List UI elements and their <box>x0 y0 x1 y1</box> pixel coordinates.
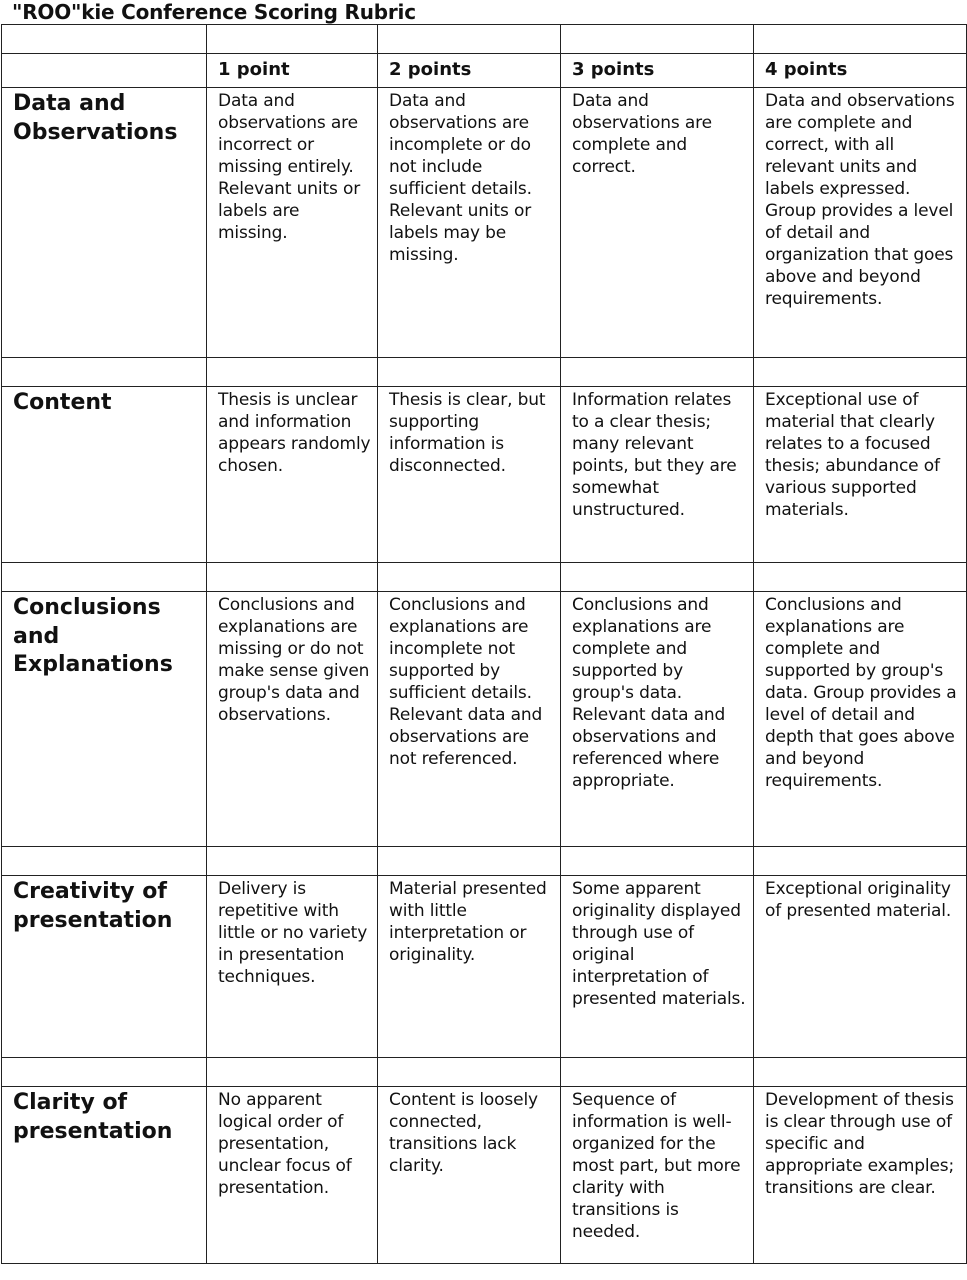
empty-cell <box>207 563 378 592</box>
empty-cell <box>754 1058 967 1087</box>
level-cell <box>378 592 561 847</box>
level-cell <box>378 1087 561 1264</box>
level-4-description: Data and observations are complete and correct, with all relevant units and labels expressed. Group provides a level of detail and organization that goes above and beyond requirements. <box>765 91 955 309</box>
criterion-label: Creativity of presentation <box>13 879 173 933</box>
level-cell <box>207 876 378 1058</box>
level-cell <box>561 1087 754 1264</box>
empty-cell <box>378 25 561 54</box>
spacer-row <box>2 563 967 592</box>
level-cell <box>378 88 561 358</box>
spacer-row <box>2 358 967 387</box>
empty-cell <box>754 563 967 592</box>
level-3-description: Information relates to a clear thesis; many relevant points, but they are somewhat unstructured. <box>572 390 737 520</box>
level-cell <box>207 592 378 847</box>
header-cell <box>207 54 378 88</box>
table-row <box>2 387 967 563</box>
header-row <box>2 54 967 88</box>
empty-cell <box>207 25 378 54</box>
rubric-table <box>1 24 967 1264</box>
criterion-label: Data and Observations <box>13 91 178 145</box>
level-cell <box>561 387 754 563</box>
spacer-row <box>2 847 967 876</box>
level-1-description: No apparent logical order of presentation, unclear focus of presentation. <box>218 1090 352 1198</box>
spacer-row <box>2 25 967 54</box>
empty-cell <box>754 358 967 387</box>
level-cell <box>754 88 967 358</box>
header-corner-cell <box>2 54 207 88</box>
level-cell <box>754 876 967 1058</box>
empty-cell <box>754 25 967 54</box>
header-cell <box>561 54 754 88</box>
level-2-description: Conclusions and explanations are incomplete not supported by sufficient details. Relevant data and observations are not referenced. <box>389 595 543 769</box>
empty-cell <box>2 1058 207 1087</box>
level-3-description: Some apparent originality displayed through use of original interpretation of presented materials. <box>572 879 746 1009</box>
level-3-description: Conclusions and explanations are complete and supported by group's data. Relevant data and observations and referenced where appropriate. <box>572 595 726 791</box>
level-1-description: Data and observations are incorrect or missing entirely. Relevant units or labels are missing. <box>218 91 361 243</box>
empty-cell <box>561 847 754 876</box>
criterion-cell <box>2 88 207 358</box>
empty-cell <box>2 847 207 876</box>
empty-cell <box>561 358 754 387</box>
level-3-description: Data and observations are complete and correct. <box>572 91 712 177</box>
level-4-description: Exceptional use of material that clearly relates to a focused thesis; abundance of various supported materials. <box>765 390 940 520</box>
level-4-header: 4 points <box>765 59 848 80</box>
empty-cell <box>561 1058 754 1087</box>
empty-cell <box>2 358 207 387</box>
empty-cell <box>2 563 207 592</box>
table-row <box>2 88 967 358</box>
table-row <box>2 1087 967 1264</box>
level-cell <box>754 592 967 847</box>
spacer-row <box>2 1058 967 1087</box>
level-4-description: Conclusions and explanations are complete and supported by group's data. Group provides a level of detail and depth that goes above and beyond requirements. <box>765 595 957 791</box>
level-cell <box>207 387 378 563</box>
criterion-cell <box>2 1087 207 1264</box>
level-1-description: Thesis is unclear and information appears randomly chosen. <box>218 390 371 476</box>
table-row <box>2 592 967 847</box>
level-1-description: Conclusions and explanations are missing or do not make sense given group's data and observations. <box>218 595 370 725</box>
level-cell <box>378 876 561 1058</box>
empty-cell <box>561 25 754 54</box>
criterion-label: Content <box>13 390 112 415</box>
level-2-description: Thesis is clear, but supporting information is disconnected. <box>389 390 546 476</box>
level-cell <box>207 88 378 358</box>
empty-cell <box>207 1058 378 1087</box>
level-2-header: 2 points <box>389 59 472 80</box>
level-1-description: Delivery is repetitive with little or no variety in presentation techniques. <box>218 879 368 987</box>
empty-cell <box>378 847 561 876</box>
level-3-header: 3 points <box>572 59 655 80</box>
table-row <box>2 876 967 1058</box>
level-cell <box>561 876 754 1058</box>
empty-cell <box>378 563 561 592</box>
empty-cell <box>561 563 754 592</box>
level-2-description: Material presented with little interpretation or originality. <box>389 879 547 965</box>
empty-cell <box>378 1058 561 1087</box>
level-cell <box>561 592 754 847</box>
empty-cell <box>207 358 378 387</box>
criterion-label: Conclusions and Explanations <box>13 595 173 677</box>
page-title: "ROO"kie Conference Scoring Rubric <box>12 0 416 24</box>
level-4-description: Exceptional originality of presented material. <box>765 879 952 921</box>
empty-cell <box>207 847 378 876</box>
empty-cell <box>2 25 207 54</box>
level-cell <box>207 1087 378 1264</box>
level-cell <box>754 1087 967 1264</box>
header-cell <box>754 54 967 88</box>
level-3-description: Sequence of information is well-organized for the most part, but more clarity with transitions is needed. <box>572 1090 741 1242</box>
level-cell <box>561 88 754 358</box>
level-cell <box>754 387 967 563</box>
empty-cell <box>754 847 967 876</box>
criterion-label: Clarity of presentation <box>13 1090 173 1144</box>
criterion-cell <box>2 876 207 1058</box>
level-1-header: 1 point <box>218 59 290 80</box>
level-2-description: Content is loosely connected, transitions lack clarity. <box>389 1090 538 1176</box>
empty-cell <box>378 358 561 387</box>
criterion-cell <box>2 592 207 847</box>
level-2-description: Data and observations are incomplete or do not include sufficient details. Relevant units or labels may be missing. <box>389 91 532 265</box>
criterion-cell <box>2 387 207 563</box>
header-cell <box>378 54 561 88</box>
level-cell <box>378 387 561 563</box>
level-4-description: Development of thesis is clear through use of specific and appropriate examples; transitions are clear. <box>765 1090 955 1198</box>
